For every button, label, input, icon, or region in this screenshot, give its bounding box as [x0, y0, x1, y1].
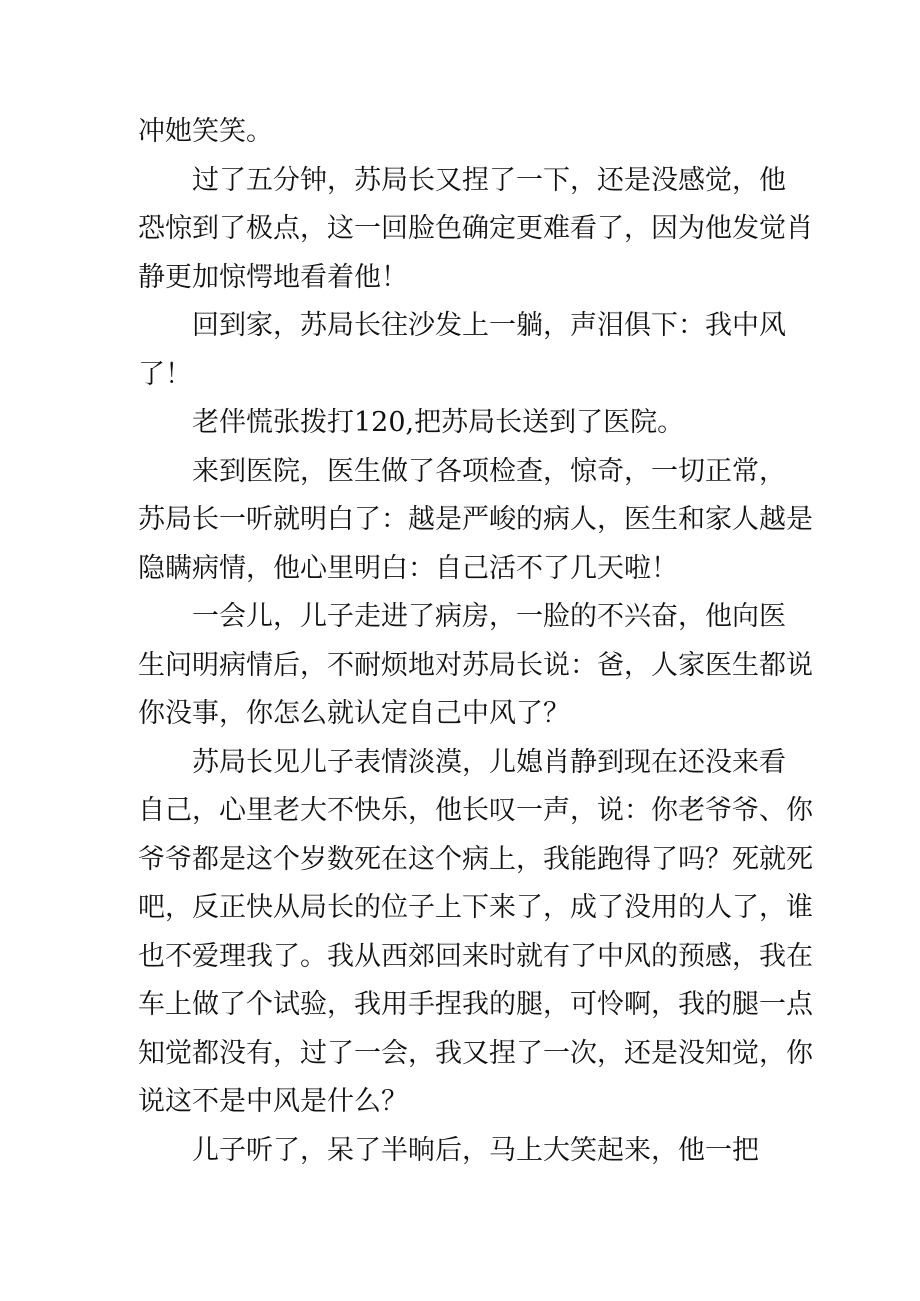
text-line: 回到家，苏局长往沙发上一躺，声泪俱下：我中风 [192, 310, 786, 341]
paragraph-3 [138, 302, 788, 399]
text-line: 冲她笑笑。 [138, 116, 273, 147]
text-line: 车上做了个试验，我用手捏我的腿，可怜啊，我的腿一点 [138, 989, 813, 1020]
text-line: 说这不是中风是什么？ [138, 1086, 408, 1117]
text-line: 知觉都没有，过了一会，我又捏了一次，还是没知觉，你 [138, 1037, 813, 1069]
text-line: 你没事，你怎么就认定自己中风了？ [138, 698, 570, 729]
text-line: 恐惊到了极点，这一回脸色确定更难看了，因为他发觉肖 [138, 213, 813, 244]
paragraph-4 [138, 399, 788, 448]
text-line: 儿子听了，呆了半晌后，马上大笑起来，他一把 [192, 1134, 759, 1166]
text-line: 吧，反正快从局长的位子上下来了，成了没用的人了，谁 [138, 892, 813, 923]
text-line: 自己，心里老大不快乐，他长叹一声，说：你老爷爷、你 [138, 795, 813, 826]
text-line: 静更加惊愕地看着他！ [138, 261, 408, 293]
paragraph-8 [138, 1127, 788, 1176]
text-line: 苏局长一听就明白了：越是严峻的病人，医生和家人越是 [138, 504, 813, 535]
text-line: 也不爱理我了。我从西郊回来时就有了中风的预感，我在 [138, 940, 813, 972]
paragraph-2 [138, 157, 813, 303]
text-line: 过了五分钟，苏局长又捏了一下，还是没感觉，他 [192, 164, 786, 196]
paragraph-1 [138, 108, 788, 157]
paragraph-6 [138, 593, 813, 739]
body-text [138, 108, 813, 1175]
text-line: 隐瞒病情，他心里明白：自己活不了几天啦！ [138, 552, 678, 584]
text-line: 了！ [138, 358, 192, 390]
text-line: 一会儿，儿子走进了病房，一脸的不兴奋，他向医 [192, 601, 786, 632]
text-line: 苏局长见儿子表情淡漠，儿媳肖静到现在还没来看 [192, 746, 786, 778]
text-line: 老伴慌张拨打120,把苏局长送到了医院。 [192, 407, 685, 438]
text-line: 来到医院，医生做了各项检查，惊奇，一切正常， [192, 455, 786, 487]
paragraph-5 [138, 448, 813, 594]
text-line: 爷爷都是这个岁数死在这个病上，我能跑得了吗？死就死 [138, 843, 813, 875]
paragraph-7 [138, 739, 813, 1127]
text-line: 生问明病情后，不耐烦地对苏局长说：爸，人家医生都说 [138, 649, 813, 681]
